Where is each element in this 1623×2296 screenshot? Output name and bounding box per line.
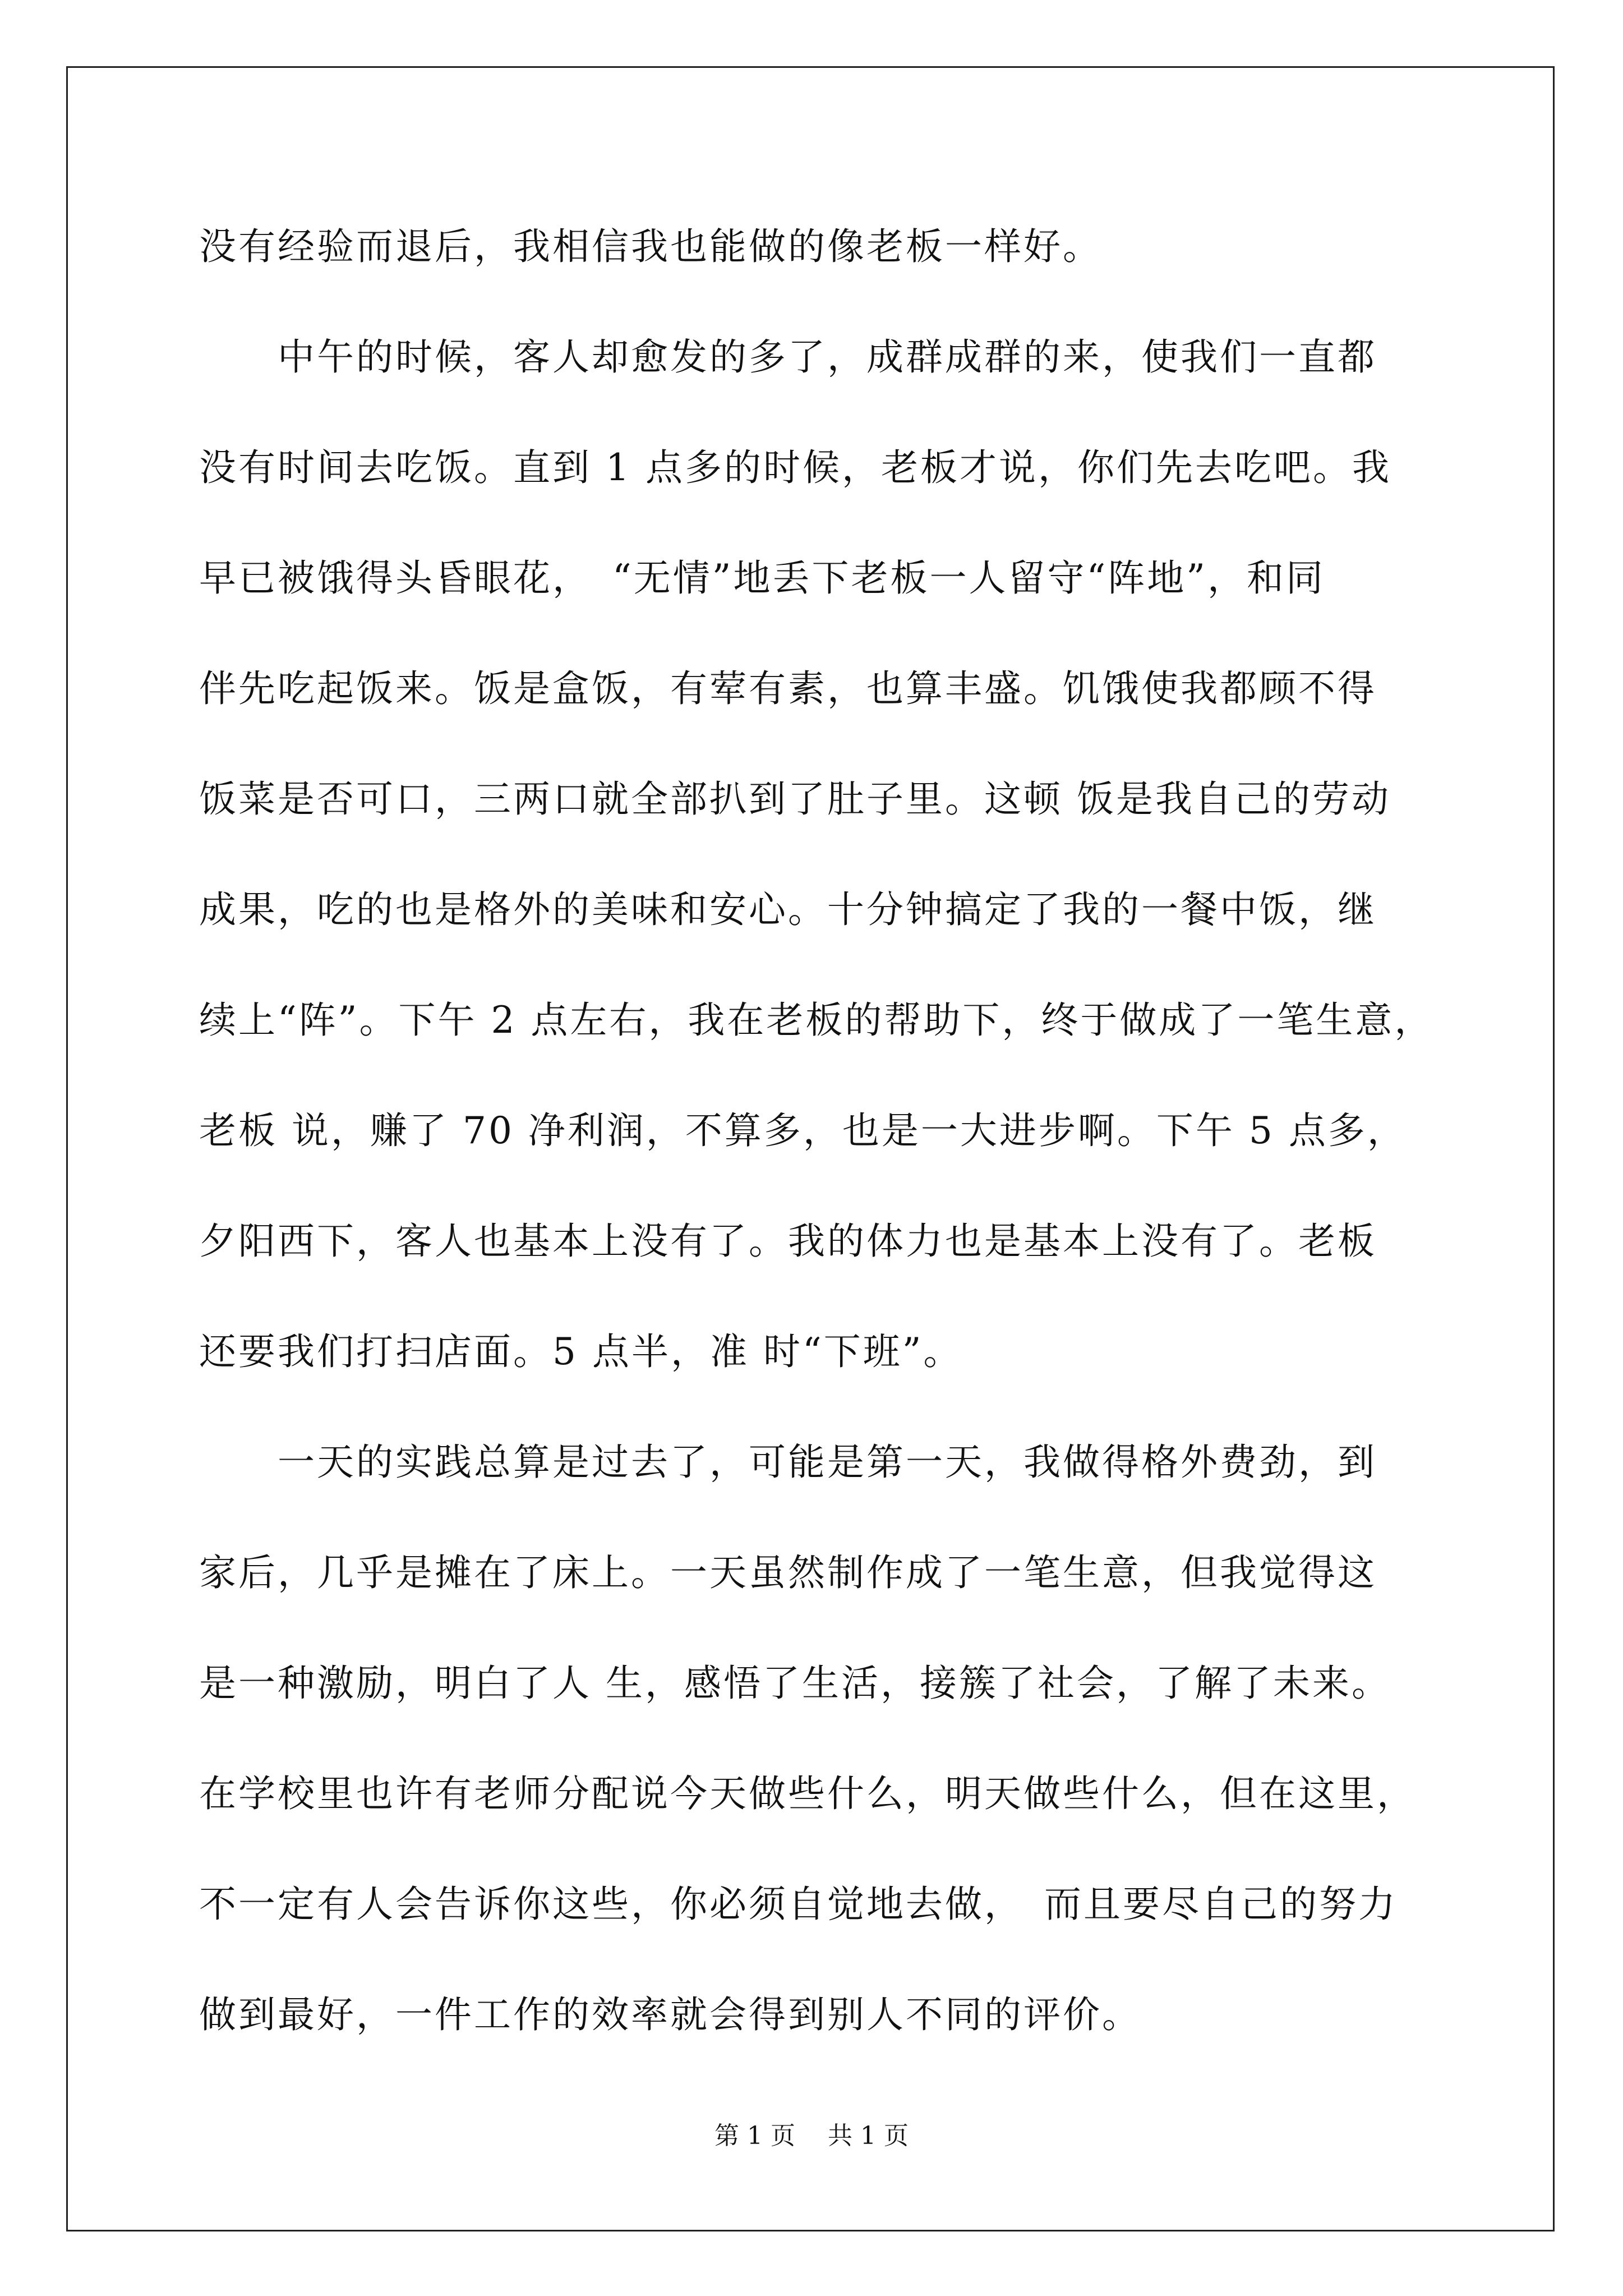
text-line: 一天的实践总算是过去了，可能是第一天，我做得格外费劲，到 xyxy=(199,1441,1377,1484)
page-footer: 第 1 页 共 1 页 xyxy=(714,2122,909,2150)
text-line: 没有时间去吃饭。直到 1 点多的时候，老板才说，你们先去吃吧。我 xyxy=(199,446,1391,489)
text-line: 续上“阵”。下午 2 点左右，我在老板的帮助下，终于做成了一笔生意， xyxy=(199,999,1434,1042)
text-line: 家后，几乎是摊在了床上。一天虽然制作成了一笔生意，但我觉得这 xyxy=(199,1551,1377,1594)
text-line: 是一种激励，明白了人 生，感悟了生活，接簇了社会，了解了未来。 xyxy=(199,1662,1391,1705)
text-line: 饭菜是否可口，三两口就全部扒到了肚子里。这顿 饭是我自己的劳动 xyxy=(199,777,1391,821)
text-line: 早已被饿得头昏眼花， “无情”地丢下老板一人留守“阵地”，和同 xyxy=(199,556,1325,600)
text-line: 伴先吃起饭来。饭是盒饭，有荤有素，也算丰盛。饥饿使我都顾不得 xyxy=(199,667,1377,710)
text-line: 中午的时候，客人却愈发的多了，成群成群的来，使我们一直都 xyxy=(199,335,1377,379)
text-line: 成果，吃的也是格外的美味和安心。十分钟搞定了我的一餐中饭，继 xyxy=(199,888,1377,931)
text-line: 还要我们打扫店面。5 点半，准 时“下班”。 xyxy=(199,1330,963,1373)
text-line: 在学校里也许有老师分配说今天做些什么，明天做些什么，但在这里， xyxy=(199,1772,1416,1815)
text-line: 老板 说，赚了 70 净利润，不算多，也是一大进步啊。下午 5 点多， xyxy=(199,1109,1407,1152)
text-line: 不一定有人会告诉你这些，你必须自觉地去做， 而且要尽自己的努力 xyxy=(199,1883,1398,1926)
text-line: 夕阳西下，客人也基本上没有了。我的体力也是基本上没有了。老板 xyxy=(199,1220,1377,1263)
text-line: 做到最好，一件工作的效率就会得到别人不同的评价。 xyxy=(199,1993,1141,2036)
text-line: 没有经验而退后，我相信我也能做的像老板一样好。 xyxy=(199,225,1102,268)
